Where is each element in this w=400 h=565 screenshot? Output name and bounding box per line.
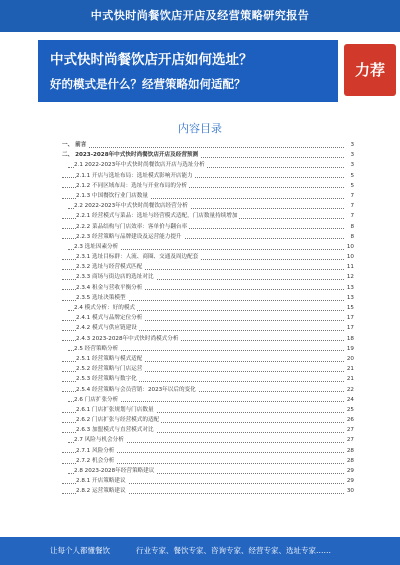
toc-entry-title: 2.3.3 商场与街边店的选址对比: [76, 274, 154, 281]
toc-entry-title: 2.1.3 中国餐饮行业门店数量: [76, 192, 148, 199]
toc-entry-title: 2.3 选址因素分析: [74, 243, 119, 250]
toc-entry-title: 2.7.1 风险分析: [76, 447, 115, 454]
toc-entry-title: 2.2.3 经营策略与品牌建设及运营能力提升: [76, 233, 182, 240]
toc-entry-page: 13: [346, 293, 354, 303]
toc-entry-title: 2.8 2023-2028年经营策略建议: [74, 468, 155, 474]
toc-entry[interactable]: [62, 323, 354, 333]
toc-entry[interactable]: [62, 446, 354, 456]
toc-entry[interactable]: [62, 334, 354, 344]
toc-entry-title: 2.1 2022-2023年中式快时尚餐饮店开店与选址分析: [74, 162, 205, 169]
toc-entry-title: 2.1.2 不同区域布局：选址与开业布局的分析: [76, 182, 188, 189]
toc-entry-title: 2.3.2 选址与经营模式匹配: [76, 264, 143, 271]
toc-entry-title: 2.8.2 运营策略建议: [76, 488, 126, 495]
toc-entry-page: 17: [346, 323, 354, 333]
toc-entry-title: 2.6.3 加盟模式与直营模式对比: [76, 427, 154, 434]
toc-entry[interactable]: [62, 171, 354, 181]
toc-entry-title: 2.6.1 门店扩张规划与门店数量: [76, 406, 154, 413]
toc-entry-page: 7: [349, 191, 354, 201]
toc-entry[interactable]: [62, 181, 354, 191]
toc-entry-page: 13: [346, 283, 354, 293]
toc-entry-title: 2.5.3 经营策略与数字化: [76, 376, 137, 383]
toc-entry-page: 28: [346, 446, 354, 456]
toc-entry-page: 10: [346, 242, 354, 252]
toc-entry-page: 10: [346, 252, 354, 262]
toc-entry[interactable]: [62, 364, 354, 374]
toc-entry[interactable]: [62, 222, 354, 232]
toc-entry[interactable]: [62, 466, 354, 476]
toc-entry-page: 21: [346, 374, 354, 384]
recommend-stamp: 力荐: [344, 44, 396, 96]
toc-entry-title: 一、 前言: [62, 142, 87, 148]
toc-entry-title: 2.4.1 模式与品牌定位分析: [76, 315, 143, 322]
toc-entry-page: 18: [346, 334, 354, 344]
toc-entry-title: 2.4.2 模式与供应链建设: [76, 325, 137, 332]
toc-entry-page: 19: [346, 344, 354, 354]
toc-entry-page: 3: [349, 160, 354, 170]
toc-entry[interactable]: [62, 354, 354, 364]
toc-entry-title: 2.3.5 选址决策模型: [76, 294, 126, 301]
footer-bar: [0, 537, 400, 565]
toc-entry-title: 二、 2023-2028年中式快时尚餐饮店开店及经营预测: [62, 152, 199, 159]
toc-entry[interactable]: [62, 201, 354, 211]
report-header-title: 中式快时尚餐饮店开店及经营策略研究报告: [90, 9, 310, 22]
toc-entry-page: 29: [346, 476, 354, 486]
toc-entry[interactable]: [62, 456, 354, 466]
toc-entry-page: 5: [349, 171, 354, 181]
toc-entry[interactable]: [62, 242, 354, 252]
toc-entry-title: 2.5 经营策略分析: [74, 345, 119, 352]
toc-entry-page: 25: [346, 405, 354, 415]
toc-entry-title: 2.6 门店扩张分析: [74, 396, 119, 403]
toc-entry[interactable]: [62, 150, 354, 160]
toc-entry-title: 2.3.4 租金与营收平衡分析: [76, 284, 143, 291]
toc-entry-page: 15: [346, 303, 354, 313]
toc-entry-title: 2.7.2 机会分析: [76, 457, 115, 464]
banner-title: 中式快时尚餐饮店开店如何选址？: [50, 52, 253, 68]
toc-entry[interactable]: [62, 405, 354, 415]
toc-entry-page: 29: [346, 466, 354, 476]
toc-entry-page: 28: [346, 456, 354, 466]
toc-entry-title: 2.1.1 开店与选址布局：选址模式影响开店能力: [76, 172, 193, 179]
title-banner: [0, 40, 400, 102]
toc-entry-page: 11: [346, 262, 354, 272]
toc-entry-title: 2.2.1 经营模式与菜品：选址与经营模式适配，门店数量持续增加: [76, 213, 238, 220]
toc-entry-title: 2.5.2 经营策略与门店运营: [76, 366, 143, 373]
toc-entry-page: 12: [346, 272, 354, 282]
title-banner-panel: [38, 40, 338, 102]
toc-heading: 内容目录: [178, 122, 222, 135]
toc-entry-title: 2.7 风险与机会分析: [74, 437, 124, 444]
toc-entry[interactable]: [62, 283, 354, 293]
toc-entry[interactable]: [62, 252, 354, 262]
toc-entry-page: 17: [346, 313, 354, 323]
toc-entry[interactable]: [62, 435, 354, 445]
toc-entry-page: 20: [346, 354, 354, 364]
toc-entry[interactable]: [62, 191, 354, 201]
toc-entry[interactable]: [62, 160, 354, 170]
toc-entry-title: 2.4.3 2023-2028年中式快时尚模式分析: [76, 335, 179, 342]
toc-entry-page: 22: [346, 385, 354, 395]
toc-entry-title: 2.5.4 经营策略与会员营销：2023年以后的变化: [76, 386, 196, 393]
toc-entry[interactable]: [62, 293, 354, 303]
toc-entry[interactable]: [62, 425, 354, 435]
toc-entry-page: 3: [349, 140, 354, 150]
toc-entry-page: 8: [349, 222, 354, 232]
toc-entry-title: 2.8.1 开店策略建议: [76, 478, 126, 485]
footer-tagline: 行业专家、餐饮专家、咨询专家、经营专家、选址专家……: [136, 546, 331, 555]
toc-entry[interactable]: [62, 232, 354, 242]
toc-entry[interactable]: [62, 486, 354, 496]
toc-entry[interactable]: [62, 415, 354, 425]
toc-entry[interactable]: [62, 313, 354, 323]
toc-entry[interactable]: [62, 344, 354, 354]
toc-entry-page: 5: [349, 181, 354, 191]
toc-entry-title: 2.2 2022-2023年中式快时尚餐饮店经营分析: [74, 203, 188, 210]
footer-slogan: 让每个人都懂餐饮: [50, 546, 110, 555]
toc-entry[interactable]: [62, 374, 354, 384]
toc-entry-page: 27: [346, 435, 354, 445]
toc-entry-page: 7: [349, 211, 354, 221]
toc-entry-page: 30: [346, 486, 354, 496]
toc-entry[interactable]: [62, 272, 354, 282]
toc-entry-page: 21: [346, 364, 354, 374]
table-of-contents: [62, 140, 354, 497]
report-header: [0, 0, 400, 32]
toc-entry-page: 3: [349, 150, 354, 160]
toc-entry[interactable]: [62, 140, 354, 150]
toc-entry-page: 8: [349, 232, 354, 242]
toc-entry-title: 2.6.2 门店扩张与经营模式的适配: [76, 417, 160, 424]
toc-entry-title: 2.2.2 菜品结构与门店效率：客单价与翻台率: [76, 223, 188, 230]
toc-leader-dots: [62, 147, 344, 148]
toc-entry-title: 2.5.1 经营策略与模式适配: [76, 355, 143, 362]
toc-entry[interactable]: [62, 262, 354, 272]
toc-entry[interactable]: [62, 385, 354, 395]
toc-entry-title: 2.3.1 选址目标群：人流、商圈、交通及周边配套: [76, 254, 199, 261]
toc-entry[interactable]: [62, 395, 354, 405]
toc-entry-title: 2.4 模式分析：好的模式: [74, 305, 136, 311]
toc-entry-page: 24: [346, 395, 354, 405]
toc-entry[interactable]: [62, 476, 354, 486]
banner-subtitle: 好的模式是什么？经营策略如何适配？: [50, 77, 246, 91]
toc-entry[interactable]: [62, 211, 354, 221]
toc-entry[interactable]: [62, 303, 354, 313]
toc-entry-page: 26: [346, 415, 354, 425]
toc-entry-page: 27: [346, 425, 354, 435]
toc-entry-page: 7: [349, 201, 354, 211]
